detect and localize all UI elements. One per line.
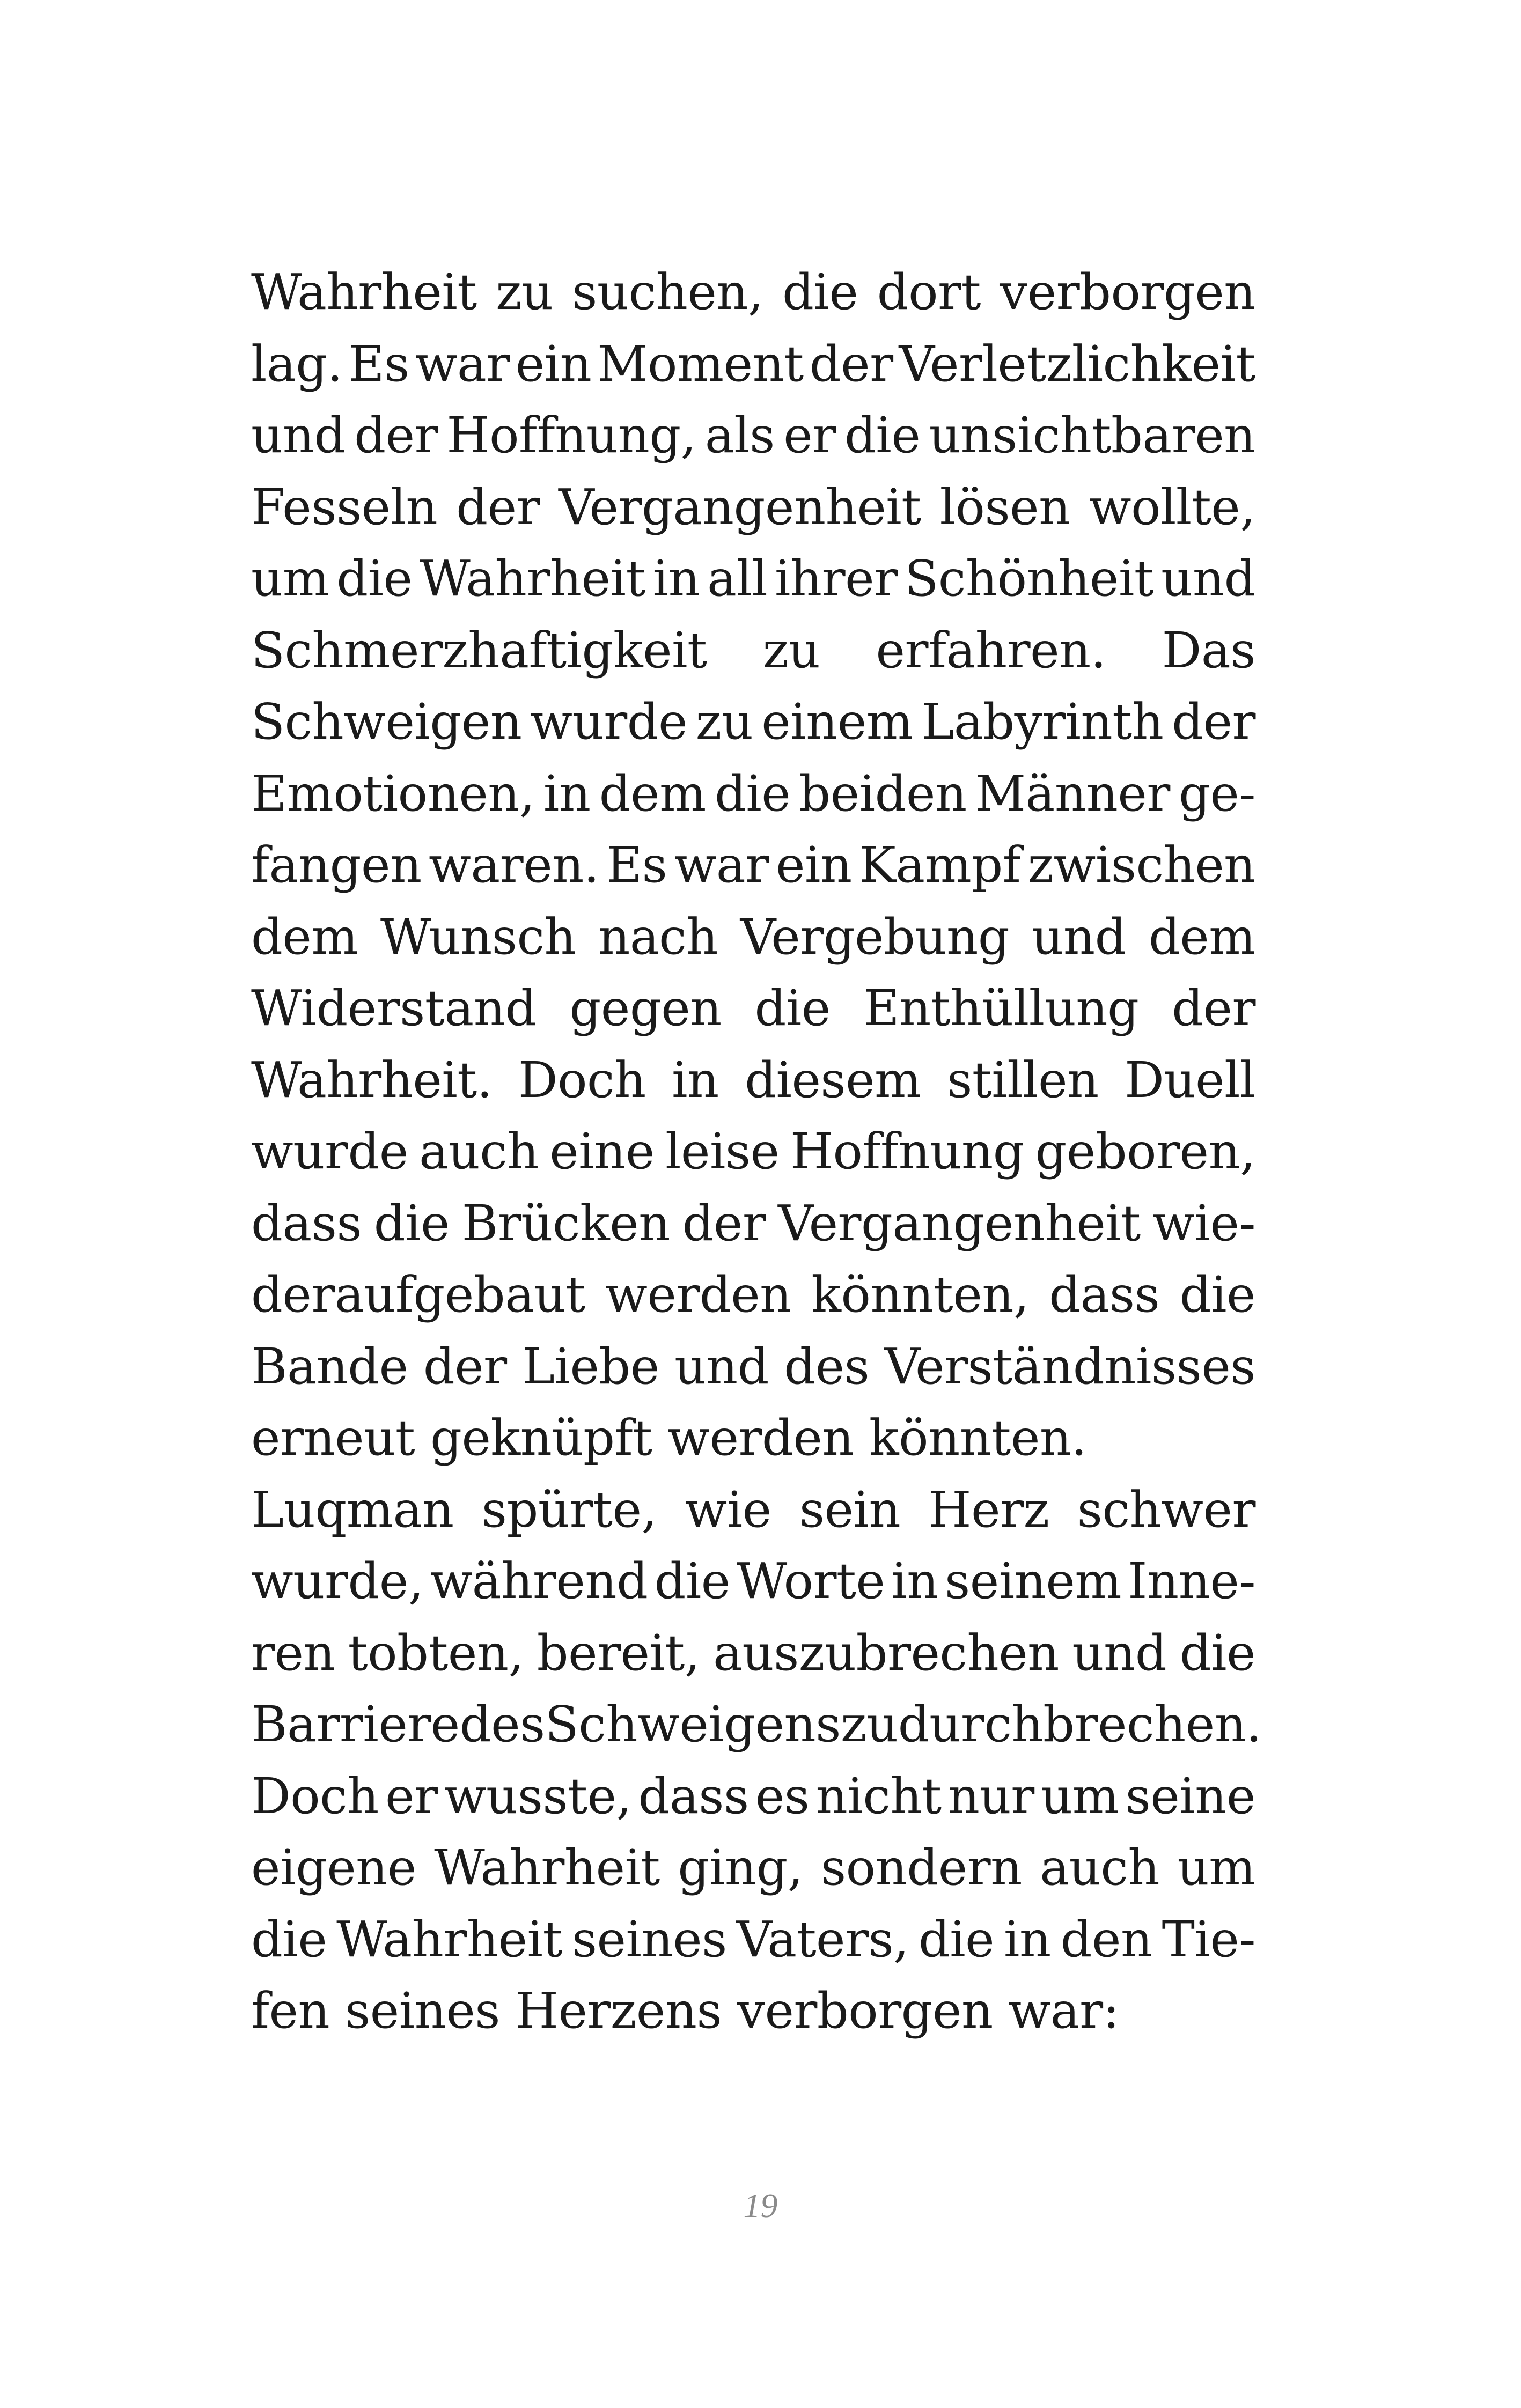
text-line: wurde, während die Worte in seinem Inne- [251,1552,1255,1610]
text-line: Wahrheit. Doch in diesem stillen Duell [251,1051,1255,1109]
paragraph-2 [251,1474,1262,2047]
text-line: Wahrheit zu suchen, die dort verborgen [251,263,1255,321]
text-line: Widerstand gegen die Enthüllung der [251,980,1255,1037]
text-line: dem Wunsch nach Vergebung und dem [251,908,1255,966]
text-line: um die Wahrheit in all ihrer Schönheit und [251,550,1255,607]
text-line: lag. Es war ein Moment der Verletzlichkeit [251,335,1255,393]
text-line: Emotionen, in dem die beiden Männer ge- [251,764,1255,822]
text-line: Fesseln der Vergangenheit lösen wollte, [251,478,1255,536]
text-line: Bande der Liebe und des Verständnisses [251,1337,1255,1395]
text-line: dass die Brücken der Vergangenheit wie- [251,1194,1255,1252]
text-line: BarrieredesSchweigenszudurchbrechen. [251,1696,1262,1753]
text-line: fangen waren. Es war ein Kampf zwischen [251,836,1255,894]
text-line: eigene Wahrheit ging, sondern auch um [251,1839,1255,1896]
text-line: ren tobten, bereit, auszubrechen und die [251,1624,1255,1682]
text-line: Schmerzhaftigkeit zu erfahren. Das [251,621,1255,679]
text-line: die Wahrheit seines Vaters, die in den Tie- [251,1910,1255,1968]
paragraph-1 [251,256,1255,1474]
text-line: erneut geknüpft werden könnten. [251,1409,1087,1467]
text-line: und der Hoffnung, als er die unsichtbaren [251,407,1255,464]
text-line: Doch er wusste, dass es nicht nur um seine [251,1767,1255,1825]
body-text [251,256,1262,2047]
text-line: Luqman spürte, wie sein Herz schwer [251,1481,1255,1538]
text-line: fen seines Herzens verborgen war: [251,1982,1120,2039]
text-line: deraufgebaut werden könnten, dass die [251,1266,1255,1323]
text-line: wurde auch eine leise Hoffnung geboren, [251,1123,1255,1180]
text-line: Schweigen wurde zu einem Labyrinth der [251,693,1255,750]
page-number: 19 [743,2186,778,2225]
